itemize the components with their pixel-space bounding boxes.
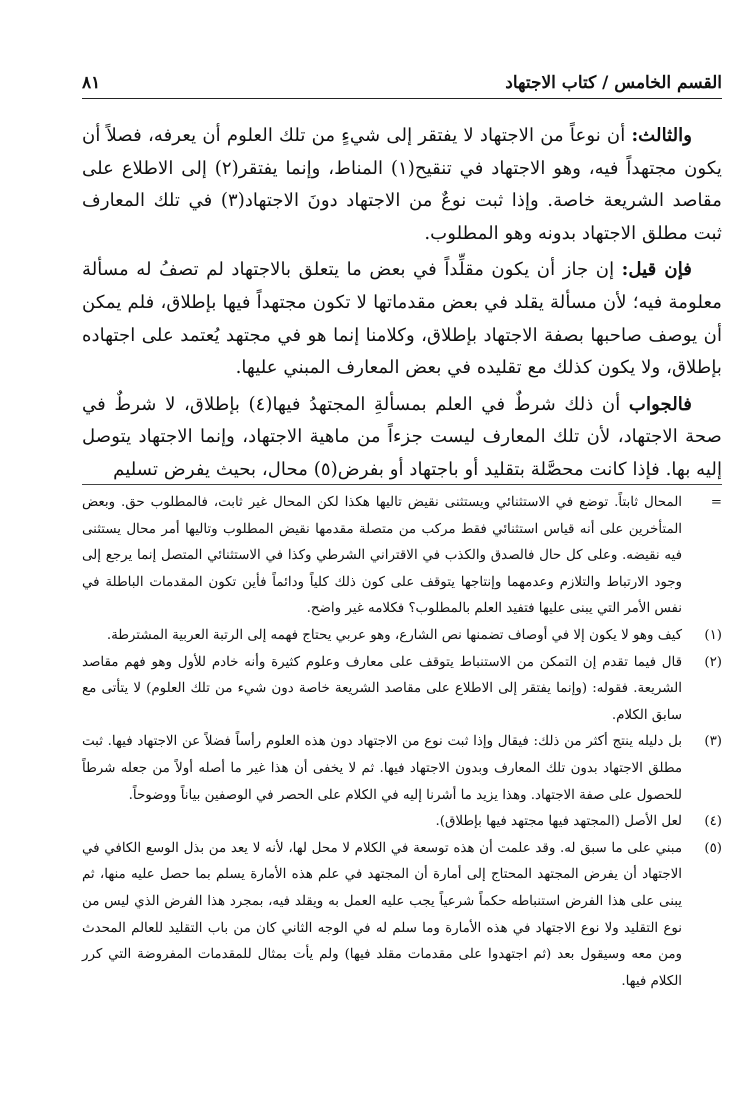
footnote-number: (٥): [704, 840, 722, 856]
paragraph-lead: فالجواب: [628, 393, 692, 415]
footnote: [82, 809, 722, 836]
footnotes: [82, 490, 722, 995]
footnote-text: كيف وهو لا يكون إلا في أوصاف تضمنها نص الشارع، وهو عربي يحتاج فهمه إلى الرتبة العربية المشترطة.: [106, 627, 682, 643]
footnote: [82, 836, 722, 996]
header-title: القسم الخامس / كتاب الاجتهاد: [505, 73, 722, 93]
running-header: [82, 68, 722, 99]
paragraph-text: إن جاز أن يكون مقلِّداً في بعض ما يتعلق بالاجتهاد لم تصفُ له مسألة معلومة فيه؛ لأن مسألة يقلد في بعض مقدماتها لا تكون مجتهداً فيها بإطلاق، فلم يمكن أن يوصف صاحبها بصفة الاجتهاد بإطلاق، وكلامنا إنما هو في مجتهد يُعتمد على اجتهاده بإطلاق، ولا يكون كذلك مع تقليده في بعض المعارف المبني عليها.: [82, 259, 722, 379]
main-text: [82, 120, 722, 491]
footnote-text: قال فيما تقدم إن التمكن من الاستنباط يتوقف على معارف وعلوم كثيرة وأنه خادم للأول وهو فهم مقاصد الشريعة. فقوله: (وإنما يفتقر إلى الاطلاع على مقاصد الشريعة خاصة دون شيء من تلك العلوم) لا يتأتى مع سابق الكلام.: [82, 654, 682, 723]
footnote-number: (٣): [704, 734, 722, 750]
footnote: [82, 650, 722, 730]
footnote-text: بل دليله ينتج أكثر من ذلك: فيقال وإذا ثبت نوع من الاجتهاد دون هذه العلوم رأساً فضلاً عن الاجتهاد فيها. ثبت مطلق الاجتهاد بدون تلك المعارف وبدون الاجتهاد فيها. ثم لا يخفى أن هذا غير ما أصله أولاً من جعله شرطاً للحصول على صفة الاجتهاد. وهذا يزيد ما أشرنا إليه في الكلام على الحصر في الوصفين بياناً ووضوحاً.: [82, 734, 682, 803]
footnote-text: المحال ثابتاً. توضع في الاستثنائي ويستثنى نقيض تاليها هكذا لكن المحال غير ثابت، فالمطلوب حق. وبعض المتأخرين على أنه قياس استثنائي فقط مركب من متصلة مقدمها نقيض المطلوب وتاليها أمر محال يستثنى فيه نقيضه. وعلى كل حال فالصدق والكذب في الاقتراني الشرطي وكذا في الاستثنائي المتصل إنما يرجع إلى وجود الارتباط والتلازم وعدمهما وإنتاجها يتوقف على كون ذلك كلياً ودائماً فأين تكون المقدمات الباطلة في نفس الأمر التي يبنى عليها فتفيد العلم بالمطلوب؟ فكلامه غير واضح.: [82, 495, 682, 617]
paragraph-lead: والثالث:: [631, 125, 692, 146]
paragraph-text: أن ذلك شرطٌ في العلم بمسألةِ المجتهدُ فيها(٤) بإطلاق، لا شرطٌ في صحة الاجتهاد، لأن تلك المعارف ليست جزءاً من ماهية الاجتهاد، وإنما الاجتهاد يتوصل إليه بها. فإذا كانت محصَّلة بتقليد أو باجتهاد أو بفرض(٥) محال، بحيث يفرض تسليم: [82, 393, 722, 480]
footnote-number: =: [710, 495, 722, 510]
footnote: [82, 729, 722, 809]
paragraph-third: [82, 120, 722, 250]
footnote: [82, 490, 722, 623]
page-number: ٨١: [82, 73, 101, 93]
footnote-number: (١): [704, 627, 722, 643]
paragraph-answer: [82, 389, 722, 487]
paragraph-objection: [82, 254, 722, 384]
paragraph-lead: فإن قيل:: [621, 259, 692, 281]
footnote-text: لعل الأصل (المجتهد فيها مجتهد فيها بإطلاق).: [435, 814, 682, 830]
footnote-text: مبني على ما سبق له. وقد علمت أن هذه توسعة في الكلام لا محل لها، لأنه لا يعد من بذل الوسع الكافي في الاجتهاد أن يفرض المجتهد المحتاج إلى أمارة أن المجتهد في علم هذه الأمارة يسلم بما حصل عليه منها، ثم يبنى على هذا الفرض استنباطه حكماً شرعياً يجب عليه العمل به ويقلد فيه، بمجرد هذا الفرض الذي ليس من نوع التقليد ولا نوع الاجتهاد في هذه الأمارة وما سلم له في الوجه الثاني كان من باب التقليد للعالم المحدث ومن معه وسيقول بعد (ثم اجتهدوا على مقدمات مقلد فيها) ولم يأت بمثال للمقدمات المفروضة التي كرر الكلام فيها.: [82, 840, 682, 989]
footnote-number: (٢): [704, 654, 722, 670]
footnote: [82, 623, 722, 650]
paragraph-text: أن نوعاً من الاجتهاد لا يفتقر إلى شيءٍ من تلك العلوم أن يعرفه، فصلاً أن يكون مجتهداً فيه، وهو الاجتهاد في تنقيح(١) المناط، وإنما يفتقر(٢) إلى الاطلاع على مقاصد الشريعة خاصة. وإذا ثبت نوعٌ من الاجتهاد دونَ الاجتهاد(٣) في تلك المعارف ثبت مطلق الاجتهاد بدونه وهو المطلوب.: [82, 125, 722, 244]
footnote-number: (٤): [704, 814, 722, 830]
footnote-divider: [82, 484, 722, 485]
